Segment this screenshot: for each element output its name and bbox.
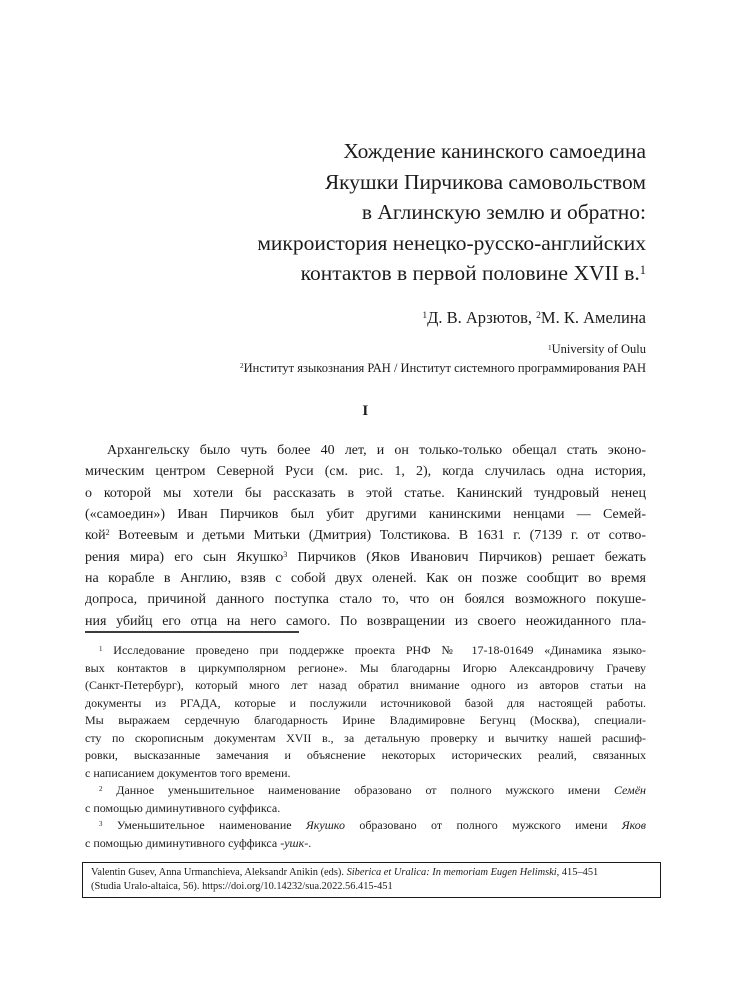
text-line: Хождение канинского самоедина (343, 139, 646, 163)
author-affiliations (85, 340, 646, 377)
text-line: документы из РГАДА, которые и послужили источниковой базой для настоящей работы. (85, 695, 646, 710)
text-line: с помощью диминутивного суффикса -ушк-. (85, 836, 312, 851)
text-line: («самоедин») Иван Пирчиков был убит другими канинскими ненцами — Семей- (85, 507, 646, 523)
text-line: с написанием документов того времени. (85, 765, 291, 780)
text-line: в Аглинскую землю и обратно: (361, 200, 646, 225)
footnote-3 (85, 817, 646, 852)
text-line: $^2$ Данное уменьшительное наименование образовано от полного мужского имени Семён (99, 783, 646, 798)
body-paragraph (85, 440, 646, 632)
text-line: Архангельску было чуть более 40 лет, и он только-только обещал стать эконо- (107, 443, 646, 458)
text-line: рения мира) его сын Якушко$^3$ Пирчиков (Яков Иванович Пирчиков) решает бежать (85, 549, 646, 565)
text-line: (Studia Uralo-altaica, 56). https://doi.org/10.14232/sua.2022.56.415-451 (91, 880, 393, 892)
text-line: микроистория ненецко-русско-английских (257, 230, 646, 255)
article-title (85, 136, 646, 289)
text-line: Мы выражаем сердечную благодарность Ирине Владимировне Бегунц (Москва), специали- (85, 713, 646, 728)
text-line: контактов в первой половине XVII в.$^1$ (300, 261, 646, 286)
footnote-2 (85, 782, 646, 817)
text-line: Якушки Пирчикова самовольством (324, 169, 646, 194)
text-line: ния убийц его отца на него самого. По возвращении из своего неожиданного пла- (85, 613, 646, 629)
text-line: (Санкт-Петербург), который много лет назад обратил внимание одного из авторов статьи на (85, 678, 646, 693)
text-line: $^1$University of Oulu (547, 342, 646, 356)
text-line: $^1$ Исследование проведено при поддержке проекта РНФ № 17-18-01649 «Динамика языко- (99, 643, 646, 657)
text-line: о которой мы хотели бы рассказать в этой статье. Канинский тундровый ненец (85, 485, 646, 501)
text-line: сту по скорописным документам XVII в., за детальную проверку и вычитку нашей расшиф- (85, 730, 646, 745)
authors-line (85, 306, 646, 330)
text-line: мическим центром Северной Руси (см. рис. 1, 2), когда случилась одна история, (85, 464, 646, 480)
text-line: $^3$ Уменьшительное наименование Якушко образовано от полного мужского имени Яков (99, 818, 646, 833)
footnotes-block (85, 642, 646, 853)
text-line: вых контактов в циркумполярном регионе». Мы благодарны Игорю Александровичу Грачеву (85, 660, 646, 675)
citation-box (82, 862, 661, 898)
text-line: ровки, высказанные замечания и объяснение некоторых исторических реалий, связанных (85, 748, 646, 763)
text-line: допроса, причиной данного поступка стало то, что он боялся возможного покуше- (85, 592, 646, 608)
text-line: кой$^2$ Вотеевым и детьми Митьки (Дмитрия) Толстикова. В 1631 г. (7139 г. от сотво- (85, 528, 646, 544)
text-line: $^2$Институт языкознания РАН / Институт системного программирования РАН (240, 360, 646, 375)
section-heading: I (362, 403, 369, 419)
text-line: на корабле в Англию, взяв с собой двух оленей. Как он позже сообщит во время (85, 571, 646, 587)
footnote-1 (85, 642, 646, 782)
text-line: с помощью диминутивного суффикса. (85, 800, 281, 815)
text-line: Valentin Gusev, Anna Urmanchieva, Aleksandr Anikin (eds). Siberica et Uralica: In memoriam Eugen Helimski, 415–451 (91, 867, 599, 878)
text-line: $^1$Д. В. Арзютов, $^2$М. К. Амелина (422, 308, 646, 327)
footnote-separator (85, 631, 299, 633)
